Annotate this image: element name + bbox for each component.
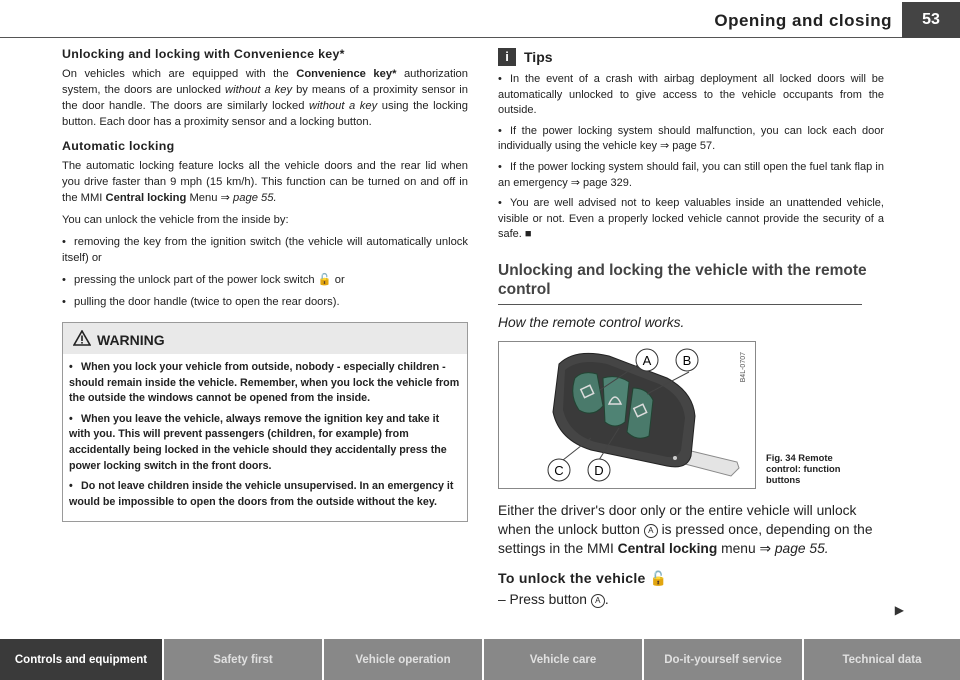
tip-item: • If the power locking system should fail, you can still open the fuel tank flap in an emergency ⇒ page 329. — [498, 160, 884, 189]
tips-body — [498, 72, 884, 243]
left-column — [62, 46, 468, 522]
remote-figure — [498, 341, 756, 489]
page-number: 53 — [902, 2, 960, 38]
tab-safety-first[interactable]: Safety first — [164, 639, 322, 680]
step-press-button: – Press button A . — [498, 591, 609, 607]
figure-caption: Fig. 34 Remote control: function buttons — [766, 451, 841, 485]
tip-item: • In the event of a crash with airbag deployment all locked doors will be automatically unlocked to give access to the vehicle occupants from the outside. — [498, 73, 884, 117]
list-item: • pulling the door handle (twice to open the rear doors). — [62, 296, 340, 308]
paragraph-unlock-button: Either the driver's door only or the entire vehicle will unlock when the unlock button A is pressed once, depending on the settings in the MMI Central locking menu ⇒ page 55. — [498, 502, 873, 556]
tab-vehicle-care[interactable]: Vehicle care — [484, 639, 642, 680]
warning-header — [63, 323, 467, 354]
footer-nav — [0, 639, 960, 680]
paragraph-convenience-key: On vehicles which are equipped with the Convenience key* authorization system, the doors are unlocked without a key by means of a proximity sensor in the door handle. The doors are similarly locked without a key using the locking button. Each door has a proximity sensor and a locking button. — [62, 68, 469, 128]
remote-key-illustration — [499, 342, 755, 488]
button-a-symbol: A — [644, 524, 658, 538]
heading-remote-control: Unlocking and locking the vehicle with the remote control — [498, 261, 867, 298]
right-column — [498, 48, 884, 609]
button-a-symbol: A — [591, 594, 605, 608]
continue-arrow-icon: ▶ — [894, 603, 904, 617]
remote-subtitle: How the remote control works. — [498, 314, 685, 330]
heading-convenience-key: Unlocking and locking with Convenience key* — [62, 47, 345, 61]
list-item: • removing the key from the ignition switch (the vehicle will automatically unlock itself) or — [62, 236, 468, 264]
list-item: • pressing the unlock part of the power lock switch 🔓 or — [62, 274, 345, 286]
warning-item: • When you lock your vehicle from outside, nobody - especially children - should remain inside the vehicle. Remember, when you lock the vehicle from the outside the windows cannot be opened from the inside. — [69, 361, 460, 405]
info-icon: i — [498, 48, 516, 66]
warning-body — [63, 354, 467, 521]
tip-item: • You are well advised not to keep valuables inside an unattended vehicle, visible or not. Even a properly locked vehicle cannot provide the security of a safe. ■ — [498, 197, 884, 241]
figure-row — [498, 341, 884, 489]
warning-box — [62, 322, 468, 522]
tab-technical-data[interactable]: Technical data — [804, 639, 960, 680]
page-ref-link[interactable]: ⇒ page 55. — [759, 540, 829, 556]
paragraph-unlock-inside: You can unlock the vehicle from the inside by: — [62, 214, 289, 226]
svg-text:B: B — [682, 352, 692, 368]
figure-code: B4L-0707 — [740, 351, 747, 383]
svg-text:D: D — [594, 462, 604, 478]
tab-diy-service[interactable]: Do-it-yourself service — [644, 639, 802, 680]
warning-item: • When you leave the vehicle, always remove the ignition key and take it with you. This will prevent passengers (children, for example) from accidentally being locked in the vehicle should they accidentally press the power locking switch in the front doors. — [69, 412, 447, 472]
warning-item: • Do not leave children inside the vehicle unsupervised. In an emergency it would be impossible to open the doors from the outside without the key. — [69, 480, 454, 508]
warning-triangle-icon — [73, 330, 91, 349]
unlock-icon: 🔓 — [649, 569, 668, 586]
warning-title: WARNING — [97, 331, 165, 348]
paragraph-automatic-locking: The automatic locking feature locks all the vehicle doors and the rear lid when you drive faster than 9 mph (15 km/h). This function can be turned on and off in the MMI Central locking Menu ⇒ page 55. — [62, 160, 468, 204]
svg-text:A: A — [642, 352, 652, 368]
svg-text:C: C — [554, 462, 564, 478]
tab-vehicle-operation[interactable]: Vehicle operation — [324, 639, 482, 680]
page-ref-link[interactable]: ⇒ page 55. — [220, 192, 277, 204]
tab-controls-equipment[interactable]: Controls and equipment — [0, 639, 162, 680]
unlock-methods-list — [62, 234, 468, 310]
tip-item: • If the power locking system should malfunction, you can lock each door individually using the vehicle key ⇒ page 57. — [498, 124, 884, 153]
section-title: Opening and closing — [714, 11, 892, 30]
heading-rule — [498, 304, 862, 305]
header-rule — [0, 37, 902, 38]
tips-header — [498, 48, 884, 66]
heading-unlock-vehicle: To unlock the vehicle 🔓 — [498, 569, 668, 586]
tips-title: Tips — [524, 49, 553, 65]
heading-automatic-locking: Automatic locking — [62, 139, 175, 153]
